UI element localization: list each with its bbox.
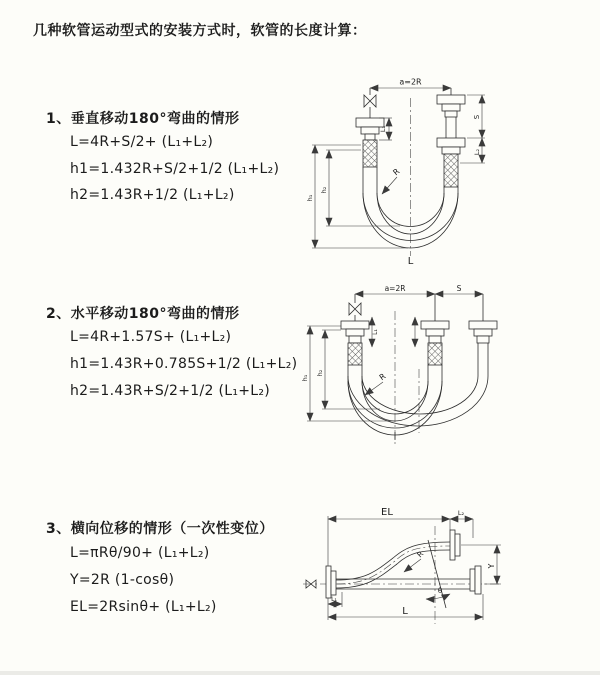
section-2-formula-h1: h1=1.43R+0.785S+1/2 (L₁+L₂) (70, 356, 298, 372)
section-3-formula-EL: EL=2Rsinθ+ (L₁+L₂) (70, 599, 217, 615)
dim-label-Y: Y (487, 563, 496, 569)
section-3-formula-L: L=πRθ/90+ (L₁+L₂) (70, 545, 210, 561)
dim-label-h2: h₂ (316, 369, 324, 377)
dim-label-R: R (415, 549, 426, 560)
braided-hose-section (428, 343, 442, 365)
dim-label-L2: L₂ (457, 509, 465, 517)
section-2-formula-h2: h2=1.43R+S/2+1/2 (L₁+L₂) (70, 383, 271, 399)
diagram-lateral-displacement (293, 496, 600, 646)
dim-label-a2R: a=2R (399, 77, 422, 87)
section-1-formula-L: L=4R+S/2+ (L₁+L₂) (70, 134, 214, 150)
right-pipe-fitting (437, 88, 465, 187)
dim-label-L1: L₁ (331, 596, 337, 603)
dim-label-L1: L₁ (372, 329, 379, 335)
section-1-heading: 1、垂直移动180°弯曲的情形 (46, 111, 240, 127)
right-pipe-fitting-displaced (469, 294, 497, 361)
dim-label-L: L (402, 606, 408, 617)
dim-label-h1: h₁ (306, 194, 314, 202)
braided-hose-section (444, 154, 458, 187)
dim-label-L1: L₁ (379, 125, 387, 133)
left-flange-fitting (306, 566, 336, 598)
dim-label-L: L (407, 256, 414, 267)
dim-label-R: R (377, 371, 388, 383)
valve-icon (364, 95, 376, 107)
left-pipe-fitting (341, 294, 369, 365)
diagram-vertical-180-bend (295, 68, 595, 268)
dimensions (301, 284, 483, 421)
dim-label-S: S (456, 284, 462, 293)
section-2-formula-L: L=4R+1.57S+ (L₁+L₂) (70, 329, 232, 345)
section-3-heading: 3、横向位移的情形（一次性变位） (46, 521, 274, 537)
dim-label-L2: L₂ (473, 148, 481, 156)
dim-label-S: S (473, 114, 481, 120)
section-1-formula-h1: h1=1.432R+S/2+1/2 (L₁+L₂) (70, 161, 280, 177)
dim-label-R: R (391, 166, 402, 178)
dim-label-h1: h₁ (301, 374, 309, 382)
section-1-formula-h2: h2=1.43R+1/2 (L₁+L₂) (70, 187, 235, 203)
hose-original-position (336, 566, 481, 594)
dimensions (328, 507, 501, 620)
diagram-horizontal-180-bend (295, 281, 595, 466)
dim-label-h2: h₂ (320, 186, 328, 194)
page-title: 几种软管运动型式的安装方式时，软管的长度计算： (33, 23, 367, 39)
middle-pipe-fitting (421, 294, 449, 365)
dim-label-EL: EL (381, 507, 393, 518)
braided-hose-section (363, 140, 377, 167)
page-bottom-edge (0, 671, 600, 675)
braided-hose-section (348, 343, 362, 365)
section-3-formula-Y: Y=2R (1-cosθ) (70, 572, 175, 588)
dim-label-theta: θ (437, 587, 443, 595)
section-2-heading: 2、水平移动180°弯曲的情形 (46, 306, 240, 322)
valve-icon (349, 303, 361, 315)
dim-label-a2R: a=2R (384, 284, 406, 293)
